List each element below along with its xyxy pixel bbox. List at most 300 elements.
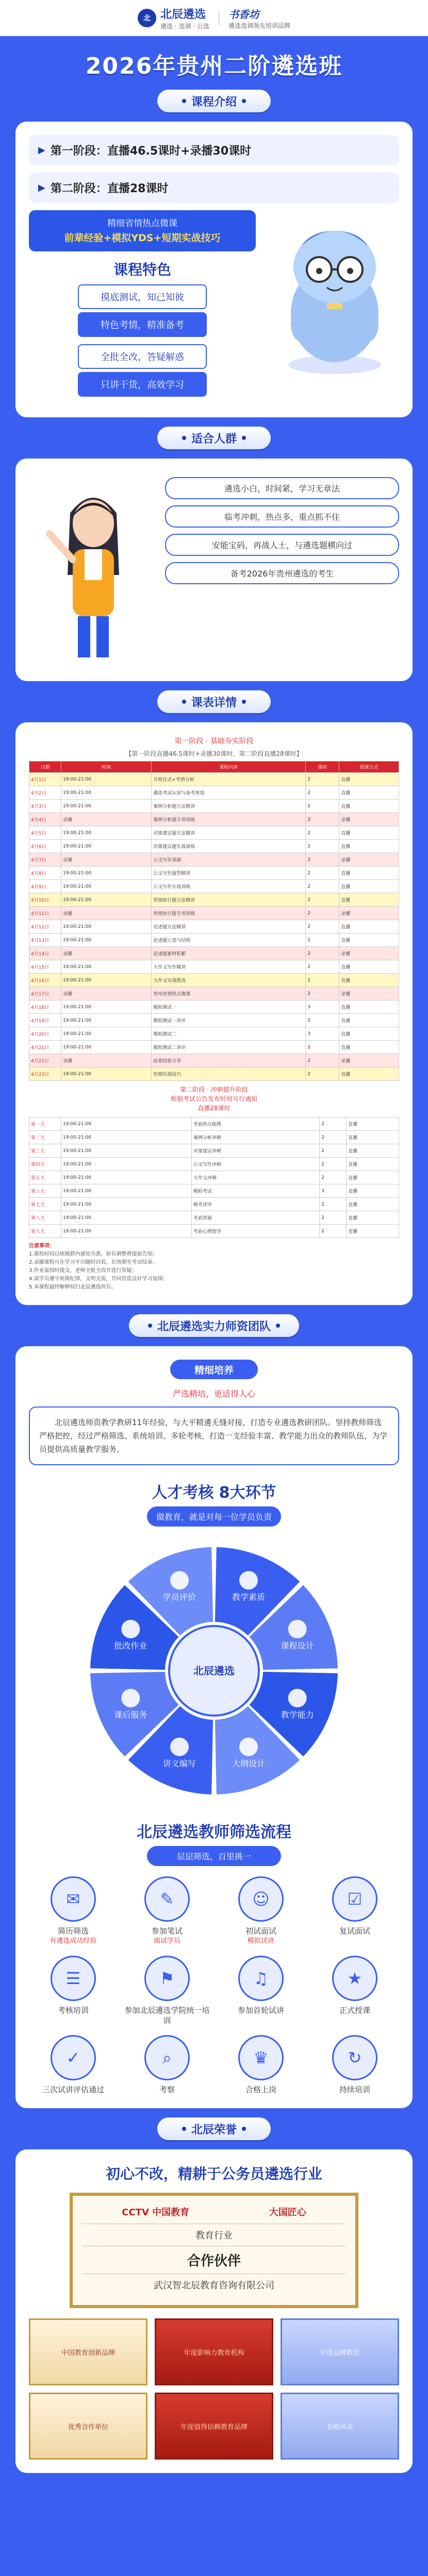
cell-time: 录播 xyxy=(61,1054,152,1067)
cell-mode: 直播 xyxy=(339,1027,399,1041)
cell-mode: 直播 xyxy=(339,826,399,840)
honor-card: 年度品牌教育 xyxy=(281,2318,399,2385)
cell-hours: 2 xyxy=(306,800,339,813)
cell-day: 第九天 xyxy=(29,1225,61,1238)
cell-time: 19:00-21:00 xyxy=(61,880,152,893)
dot-icon xyxy=(182,2127,186,2131)
cell-day: 第七天 xyxy=(29,1198,61,1211)
honor-grid xyxy=(29,2318,399,2460)
cell-hours: 2 xyxy=(306,1014,339,1027)
cell-content: 论述题立意与结构 xyxy=(152,934,306,947)
table-row xyxy=(29,934,399,947)
cell-hours: 3 xyxy=(306,1001,339,1014)
cell-mode: 直播 xyxy=(347,1144,399,1158)
table-row xyxy=(29,1054,399,1067)
cell-time: 19:00-21:00 xyxy=(61,1001,152,1014)
cell-time: 19:00-21:00 xyxy=(61,1184,192,1198)
flow-step-label xyxy=(29,2084,118,2095)
wheel-item-icon xyxy=(170,1571,189,1589)
cell-hours: 2 xyxy=(306,920,339,934)
notes-list xyxy=(29,1250,399,1292)
flow-step xyxy=(29,1876,118,1946)
cell-hours: 2 xyxy=(320,1171,347,1184)
cell-content: 短期实战技巧 xyxy=(152,1067,306,1081)
wheel-label: 学员评价 xyxy=(163,1592,196,1602)
cell-time: 19:00-21:00 xyxy=(61,786,152,800)
cell-mode: 直播 xyxy=(347,1225,399,1238)
table-row xyxy=(29,880,399,893)
cell-hours: 2 xyxy=(320,1158,347,1171)
dot-icon xyxy=(148,1324,152,1328)
wheel-label: 课后服务 xyxy=(114,1709,147,1720)
stage2-note-line: 根据考试公告发布时间另行通知 xyxy=(170,1095,257,1103)
cell-time: 19:00-21:00 xyxy=(61,1198,192,1211)
flow-step-icon: ♫ xyxy=(238,1956,284,2001)
cell-mode: 直播 xyxy=(347,1117,399,1131)
feature-item: 只讲干货，高效学习 xyxy=(78,372,207,397)
cell-content: 大作文实战批改 xyxy=(152,974,306,987)
cell-hours: 2 xyxy=(320,1211,347,1225)
table-row xyxy=(29,893,399,907)
cell-day: 4月8日 xyxy=(29,867,61,880)
cell-content: 论述题方法精讲 xyxy=(152,920,306,934)
flow-step-text: 简历筛选 xyxy=(57,1926,89,1936)
flow-step-text: 持续培训 xyxy=(339,2085,370,2094)
cell-content: 论述题素材积累 xyxy=(152,947,306,960)
flow-step-icon: ⌕ xyxy=(144,2035,190,2080)
dot-icon xyxy=(242,2127,246,2131)
brand[interactable] xyxy=(138,6,209,30)
dot-icon xyxy=(182,99,186,103)
note-item: 1.课程时间以班级群内通知为准，如有调整将提前告知； xyxy=(29,1251,158,1257)
flow-step xyxy=(29,2035,118,2095)
honors-card xyxy=(15,2149,413,2473)
cell-time: 19:00-21:00 xyxy=(61,826,152,840)
cell-hours: 2 xyxy=(306,960,339,974)
table-row xyxy=(29,947,399,960)
suitable-item: 备考2026年贵州遴选的考生 xyxy=(165,562,399,584)
cell-time: 19:00-21:00 xyxy=(61,920,152,934)
stage2-note-line: 直播28课时 xyxy=(197,1105,231,1112)
banner-line-2: 前辈经验+模拟YDS+短期实战技巧 xyxy=(64,232,221,244)
cell-hours: 2 xyxy=(306,893,339,907)
flow-step-label xyxy=(29,2005,118,2015)
flow-step-icon: ↻ xyxy=(332,2035,377,2080)
feature-item: 特色考情，精准备考 xyxy=(78,312,207,337)
flow-step-label xyxy=(310,1926,399,1936)
cell-content: 案例分析题方法精讲 xyxy=(152,800,306,813)
cell-hours: 2 xyxy=(306,773,339,786)
flow-step xyxy=(123,1876,211,1946)
cell-content: 开班仪式+考情分析 xyxy=(152,773,306,786)
cell-day: 4月10日 xyxy=(29,893,61,907)
cell-time: 19:00-21:00 xyxy=(61,1158,192,1171)
cell-day: 4月13日 xyxy=(29,934,61,947)
cell-content: 考前热点梳理 xyxy=(191,1117,319,1131)
cell-time: 19:00-21:00 xyxy=(61,867,152,880)
cell-hours: 2 xyxy=(306,826,339,840)
cell-mode: 录播 xyxy=(339,813,399,826)
feature-group xyxy=(29,284,256,337)
stage-label: 第二阶段：直播28课时 xyxy=(50,182,169,195)
cell-day: 4月14日 xyxy=(29,947,61,960)
wheel-item-icon xyxy=(288,1689,307,1707)
cell-hours: 2 xyxy=(320,1198,347,1211)
flow-step-label xyxy=(217,2005,305,2015)
cell-time: 19:00-21:00 xyxy=(61,1225,192,1238)
flow-step xyxy=(217,2035,305,2095)
wheel-item-icon xyxy=(170,1738,189,1756)
cell-hours: 2 xyxy=(306,947,339,960)
notes xyxy=(29,1242,399,1292)
flow-step-label xyxy=(123,2005,211,2026)
cell-content: 模拟测试一讲评 xyxy=(152,1014,306,1027)
feature-item: 全批全改，答疑解惑 xyxy=(78,344,207,369)
section-suitable xyxy=(157,427,271,449)
flow-step-label xyxy=(123,2084,211,2095)
cell-day: 4月17日 xyxy=(29,987,61,1001)
table-row xyxy=(29,1117,399,1131)
wheel-item-icon xyxy=(121,1620,140,1638)
flow-step xyxy=(310,2035,399,2095)
section-suitable-label: 适合人群 xyxy=(191,432,237,446)
flow-step-text: 初试面试 xyxy=(245,1926,276,1936)
suitable-item: 安能宝码，再战人士，与遴选题横向过 xyxy=(165,534,399,556)
cell-mode: 直播 xyxy=(339,974,399,987)
honor-card: 名师风采 xyxy=(281,2393,399,2460)
intro-card xyxy=(15,122,413,417)
cell-time: 19:00-21:00 xyxy=(61,934,152,947)
cell-hours: 2 xyxy=(306,813,339,826)
flow-step xyxy=(310,1956,399,2026)
table-row xyxy=(29,1198,399,1211)
cell-mode: 直播 xyxy=(339,1067,399,1081)
cell-hours: 2 xyxy=(306,786,339,800)
notes-title: 注意事项： xyxy=(29,1243,55,1249)
flow-step-label xyxy=(217,1926,305,1946)
flow-step xyxy=(123,1956,211,2026)
note-item: 4.请学员遵守班级纪律，文明交流，共同营造良好学习氛围； xyxy=(29,1276,168,1282)
table-row xyxy=(29,1225,399,1238)
cell-content: 考前心理指导 xyxy=(191,1225,319,1238)
table-row xyxy=(29,773,399,786)
col-header: 日期 xyxy=(29,761,61,773)
cell-mode: 直播 xyxy=(339,960,399,974)
table-row xyxy=(29,826,399,840)
stage-row xyxy=(29,135,399,165)
wheel-label: 大纲设计 xyxy=(232,1758,265,1769)
cell-hours: 2 xyxy=(320,1225,347,1238)
cell-day: 第二天 xyxy=(29,1131,61,1144)
cell-hours: 3 xyxy=(306,1027,339,1041)
cell-time: 19:00-21:00 xyxy=(61,893,152,907)
table-row xyxy=(29,1184,399,1198)
teacher-icon xyxy=(29,472,158,668)
assess-wheel xyxy=(80,1537,348,1805)
cell-day: 4月19日 xyxy=(29,1014,61,1027)
cell-mode: 直播 xyxy=(347,1158,399,1171)
cell-day: 4月20日 xyxy=(29,1027,61,1041)
cell-mode: 直播 xyxy=(339,1001,399,1014)
suitable-wrap xyxy=(29,472,399,668)
partner-sub: 遴选选调领先培训品牌 xyxy=(228,22,290,29)
cert-line: 武汉智北辰教育咨询有限公司 xyxy=(82,2274,346,2296)
cultivate-pill: 精细培养 xyxy=(170,1360,258,1379)
table-row xyxy=(29,853,399,867)
cell-day: 4月23日 xyxy=(29,1067,61,1081)
cell-time: 19:00-21:00 xyxy=(61,1211,192,1225)
dot-icon xyxy=(276,1324,280,1328)
dot-icon xyxy=(242,436,246,440)
cell-day: 第三天 xyxy=(29,1144,61,1158)
cell-day: 4月4日 xyxy=(29,813,61,826)
cell-mode: 直播 xyxy=(339,880,399,893)
table-row xyxy=(29,1067,399,1081)
stage2-note xyxy=(29,1081,399,1117)
cell-mode: 直播 xyxy=(347,1184,399,1198)
table-row xyxy=(29,867,399,880)
cell-hours: 2 xyxy=(306,840,339,853)
wheel-item-icon xyxy=(239,1738,258,1756)
flow-step-label xyxy=(29,1926,118,1946)
table-row xyxy=(29,960,399,974)
feature-wrap xyxy=(29,210,399,404)
brand-name: 北辰遴选 xyxy=(160,8,206,21)
note-item: 2.录播课程可在学习平台随时回看，有效期至考试结束； xyxy=(29,1260,158,1265)
flow-step-icon: ✎ xyxy=(144,1876,190,1922)
wheel-center-label: 北辰遴选 xyxy=(193,1665,235,1677)
cell-time: 录播 xyxy=(61,907,152,920)
partner-brand[interactable] xyxy=(228,6,290,30)
brand-sub: 遴选 · 选调 · 公选 xyxy=(160,23,209,30)
cell-day: 4月5日 xyxy=(29,826,61,840)
cell-content: 大作文写作精讲 xyxy=(152,960,306,974)
cell-hours: 2 xyxy=(306,934,339,947)
cell-content: 对策建议题实战演练 xyxy=(152,840,306,853)
flow-step-note: 模拟试讲 xyxy=(247,1937,274,1945)
cell-hours: 2 xyxy=(320,1144,347,1158)
flow-step xyxy=(29,1956,118,2026)
schedule-sub: 【第一阶段直播46.5课时+录播30课时，第二阶段直播28课时】 xyxy=(125,750,303,757)
cell-content: 公文写作基础 xyxy=(152,853,306,867)
table-row xyxy=(29,800,399,813)
cell-time: 19:00-21:00 xyxy=(61,1131,192,1144)
cell-mode: 直播 xyxy=(339,920,399,934)
flow-step-icon: ☑ xyxy=(332,1876,377,1922)
cell-day: 第一天 xyxy=(29,1117,61,1131)
section-teachers xyxy=(129,1314,299,1337)
assess-title: 人才考核 8大环节 xyxy=(152,1484,276,1502)
cell-hours: 2 xyxy=(306,974,339,987)
cell-mode: 直播 xyxy=(339,786,399,800)
section-honors xyxy=(157,2117,271,2140)
features-title: 课程特色 xyxy=(113,261,171,278)
cell-day: 4月15日 xyxy=(29,960,61,974)
cell-time: 19:00-21:00 xyxy=(61,800,152,813)
cell-mode: 直播 xyxy=(339,840,399,853)
cert-line: 教育行业 xyxy=(82,2224,346,2246)
flow-step-text: 考察 xyxy=(159,2085,175,2094)
cell-content: 对策建议冲刺 xyxy=(191,1144,319,1158)
footer-space xyxy=(0,2482,428,2513)
cell-time: 录播 xyxy=(61,853,152,867)
cell-content: 考前答疑 xyxy=(191,1211,319,1225)
partner-name: 书香坊 xyxy=(228,8,259,21)
cell-hours: 2 xyxy=(306,1067,339,1081)
flow-step xyxy=(217,1956,305,2026)
cell-day: 第四天 xyxy=(29,1158,61,1171)
schedule-body xyxy=(29,773,399,1081)
table-row xyxy=(29,1211,399,1225)
cell-day: 第八天 xyxy=(29,1211,61,1225)
cell-day: 4月2日 xyxy=(29,786,61,800)
cell-mode: 直播 xyxy=(347,1131,399,1144)
table-row xyxy=(29,974,399,987)
hero-title: 2026年贵州二阶遴选班 xyxy=(85,53,343,79)
cell-hours: 2 xyxy=(320,1117,347,1131)
cell-mode: 直播 xyxy=(339,934,399,947)
cell-mode: 录播 xyxy=(339,853,399,867)
cell-time: 录播 xyxy=(61,987,152,1001)
note-item: 5.本课程最终解释权归北辰遴选所有。 xyxy=(29,1284,117,1290)
cell-time: 19:00-21:00 xyxy=(61,1117,192,1131)
flow-step xyxy=(217,1876,305,1946)
table-row xyxy=(29,840,399,853)
cell-day: 4月1日 xyxy=(29,773,61,786)
flow-step-text: 三次试讲评估通过 xyxy=(42,2085,104,2094)
suitable-item: 遴选小白，时间紧，学习无章法 xyxy=(165,477,399,499)
table-row xyxy=(29,920,399,934)
dot-icon xyxy=(182,700,186,704)
triangle-bullet-icon: ▶ xyxy=(38,182,45,193)
wheel-label: 讲义编写 xyxy=(163,1758,196,1769)
col-header: 课程内容 xyxy=(152,761,306,773)
suitable-item: 临考冲刺，热点多，重点抓不住 xyxy=(165,505,399,528)
flow-step-icon: ★ xyxy=(332,1956,377,2001)
feature-item: 摸底测试，知己知彼 xyxy=(78,284,207,309)
table-row xyxy=(29,1001,399,1014)
flow-step-text: 参加北辰遴选学院统一培训 xyxy=(124,2006,210,2025)
cell-mode: 录播 xyxy=(339,907,399,920)
flow-step-icon: ☺ xyxy=(238,1876,284,1922)
table-row xyxy=(29,1131,399,1144)
cell-time: 录播 xyxy=(61,947,152,960)
table-row xyxy=(29,1027,399,1041)
cell-content: 贯彻执行题专项训练 xyxy=(152,907,306,920)
wheel-item-icon xyxy=(121,1689,140,1707)
cell-mode: 直播 xyxy=(339,773,399,786)
table-row xyxy=(29,987,399,1001)
table-row xyxy=(29,813,399,826)
table-row xyxy=(29,786,399,800)
stage-label: 第一阶段：直播46.5课时+录播30课时 xyxy=(50,145,252,158)
feature-list xyxy=(29,210,256,404)
cell-day: 4月6日 xyxy=(29,840,61,853)
cell-day: 4月22日 xyxy=(29,1054,61,1067)
flow-step-label xyxy=(217,2084,305,2095)
cell-hours: 2 xyxy=(306,880,339,893)
cell-mode: 直播 xyxy=(347,1198,399,1211)
cell-mode: 录播 xyxy=(339,1054,399,1067)
cell-time: 19:00-21:00 xyxy=(61,1027,152,1041)
cell-day: 第五天 xyxy=(29,1171,61,1184)
wheel-label: 批改作业 xyxy=(114,1641,147,1651)
brand-logo-icon: 北 xyxy=(138,9,156,27)
honor-card: 年度值得信赖教育品牌 xyxy=(155,2393,273,2460)
table-row xyxy=(29,1158,399,1171)
table-row xyxy=(29,1144,399,1158)
cell-hours: 2 xyxy=(306,853,339,867)
cell-time: 录播 xyxy=(61,813,152,826)
table-row xyxy=(29,907,399,920)
wheel-label: 教学素质 xyxy=(232,1592,265,1602)
cell-day: 4月12日 xyxy=(29,920,61,934)
cell-hours: 2 xyxy=(320,1131,347,1144)
flow-step-label xyxy=(123,1926,211,1946)
cell-mode: 录播 xyxy=(339,947,399,960)
cell-content: 贯彻执行题方法精讲 xyxy=(152,893,306,907)
table-row xyxy=(29,1171,399,1184)
section-honors-label: 北辰荣誉 xyxy=(191,2123,237,2137)
cell-mode: 直播 xyxy=(347,1211,399,1225)
flow-grid xyxy=(29,1876,399,2095)
table-row xyxy=(29,1014,399,1027)
banner-line-1: 精细省情热点微课 xyxy=(107,218,177,229)
flow-step xyxy=(123,2035,211,2095)
flow-step-label xyxy=(310,2084,399,2095)
flow-step-text: 复试面试 xyxy=(339,1926,370,1936)
wheel-label: 教学能力 xyxy=(281,1709,314,1720)
flow-pill: 层层筛选，百里挑一 xyxy=(147,1846,281,1866)
dot-icon xyxy=(182,436,186,440)
schedule-head: 第一阶段 · 基础夯实阶段 xyxy=(174,737,254,745)
cell-content: 遴选考试认知与备考规划 xyxy=(152,786,306,800)
flow-step-icon: ✓ xyxy=(51,2035,96,2080)
flow-step-note: 面试学员 xyxy=(153,1937,180,1945)
flow-step-text: 考核培训 xyxy=(57,2006,89,2015)
section-schedule xyxy=(157,690,271,713)
stage2-body xyxy=(29,1117,399,1238)
cell-content: 大作文冲刺 xyxy=(191,1171,319,1184)
cell-mode: 直播 xyxy=(339,867,399,880)
col-header: 课时 xyxy=(306,761,339,773)
schedule-header-row xyxy=(29,761,399,773)
feature-group xyxy=(29,344,256,397)
flow-step-icon: ♛ xyxy=(238,2035,284,2080)
flow-step-note: 有遴选成功经验 xyxy=(50,1937,97,1945)
flow-step-icon: ✉ xyxy=(51,1876,96,1922)
cell-time: 19:00-21:00 xyxy=(61,1014,152,1027)
feature-banner xyxy=(29,210,256,251)
cell-content: 模拟测试二讲评 xyxy=(152,1041,306,1054)
cell-time: 19:00-21:00 xyxy=(61,773,152,786)
flow-step-label xyxy=(310,2005,399,2015)
cell-time: 19:00-21:00 xyxy=(61,1144,192,1158)
cell-mode: 直播 xyxy=(339,893,399,907)
cell-time: 19:00-21:00 xyxy=(61,1067,152,1081)
cell-hours: 2 xyxy=(306,987,339,1001)
cell-hours: 2 xyxy=(306,867,339,880)
cell-content: 对策建议题方法精讲 xyxy=(152,826,306,840)
cell-content: 模拟测试一 xyxy=(152,1001,306,1014)
note-item: 3.作业需按时提交，老师全批全改并进行答疑； xyxy=(29,1268,137,1274)
col-header: 时间 xyxy=(61,761,152,773)
cert-left: CCTV 中国教育 xyxy=(122,2207,190,2218)
cell-day: 4月9日 xyxy=(29,880,61,893)
honor-card: 中国教育创新品牌 xyxy=(29,2318,147,2385)
flow-step-icon: ☰ xyxy=(51,1956,96,2001)
teacher-illustration xyxy=(29,472,158,668)
